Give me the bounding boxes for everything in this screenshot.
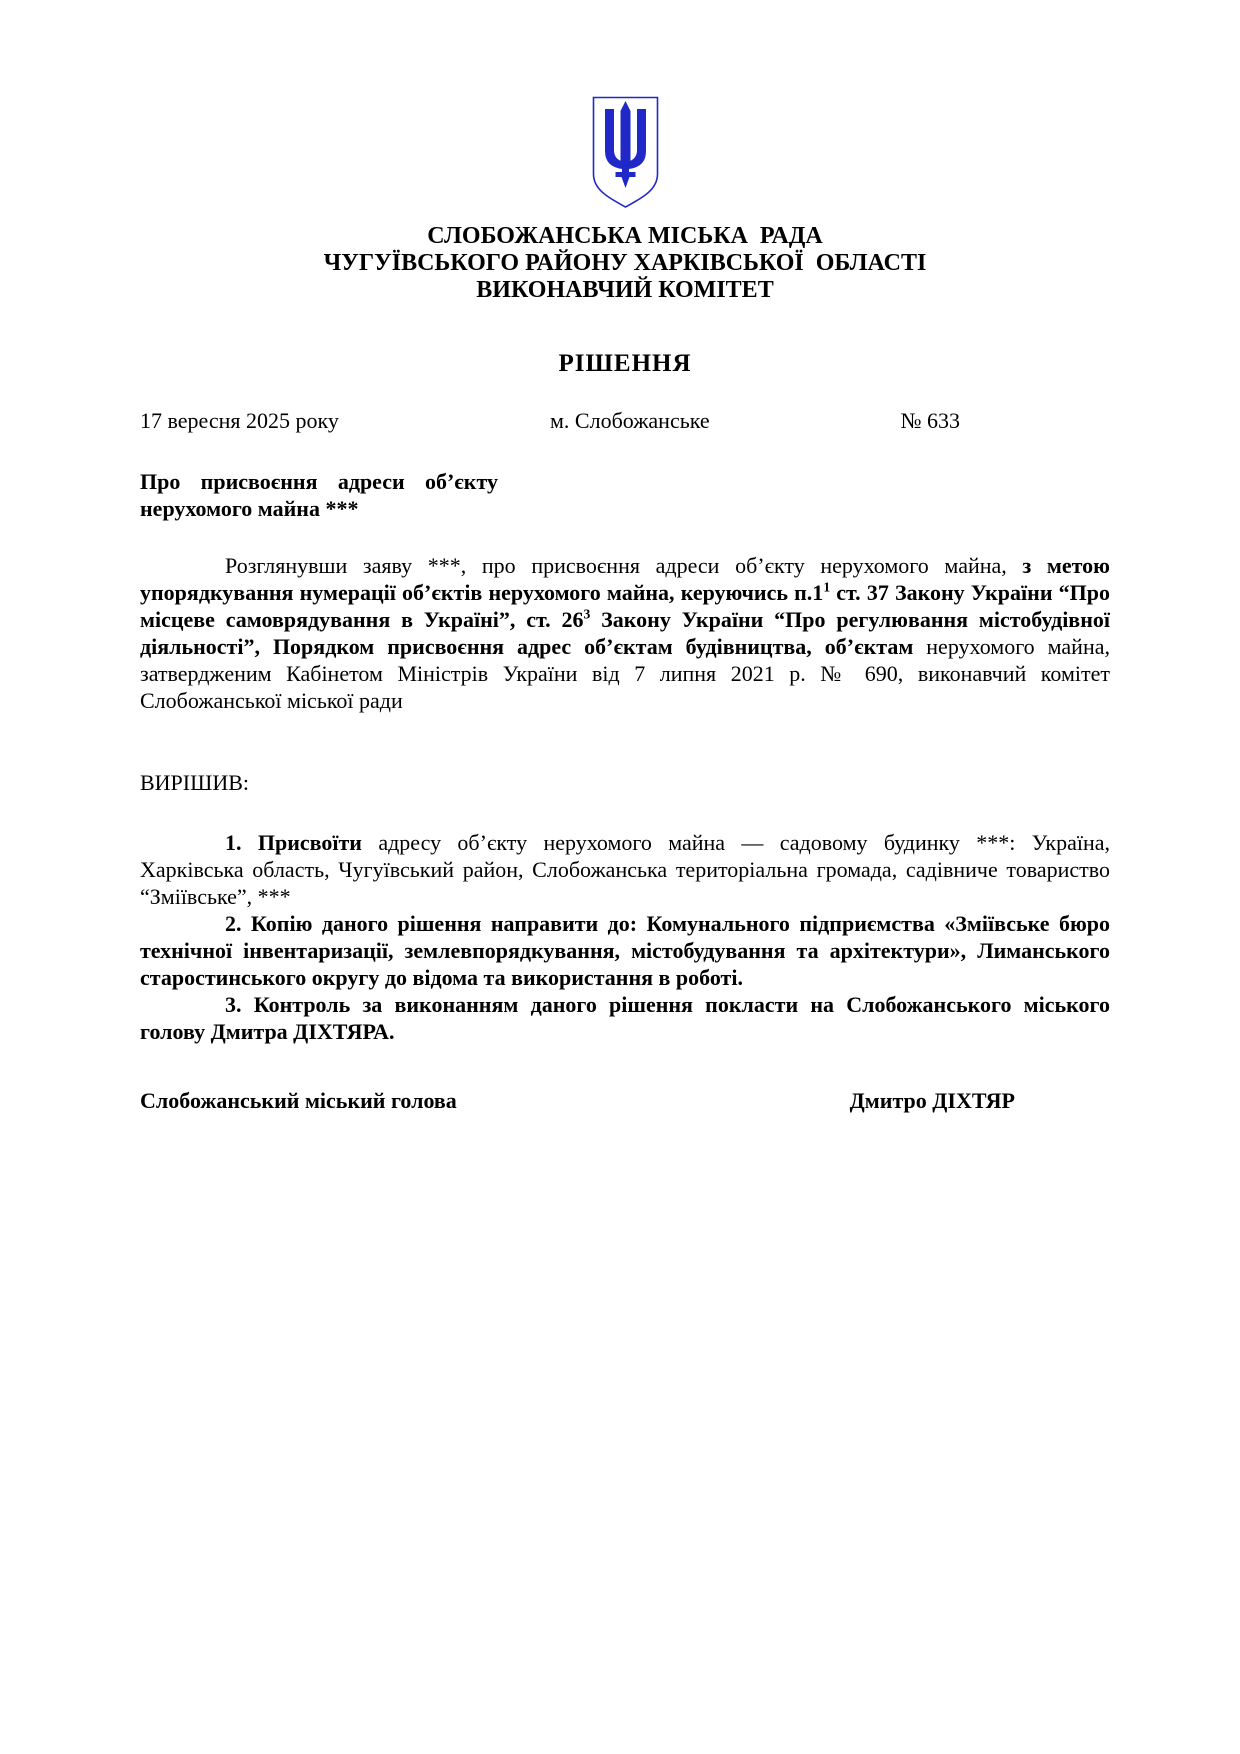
signature-name: Дмитро ДІХТЯР — [849, 1088, 1015, 1113]
subject-title — [140, 468, 498, 522]
resolved-label: ВИРІШИВ: — [140, 770, 249, 795]
intro-run-bold: з метою упорядкування нумерації об’єктів нерухомого майна, керуючись п.1 — [140, 553, 1110, 605]
document-number: № 633 — [900, 408, 960, 433]
document-place: м. Слобожанське — [550, 408, 710, 433]
decision-item-1 — [140, 829, 1110, 910]
document-date: 17 вересня 2025 року — [140, 408, 339, 433]
intro-superscript-1: 1 — [823, 579, 831, 595]
org-name-line1: СЛОБОЖАНСЬКА МІСЬКА РАДА — [427, 223, 823, 249]
decision-items — [140, 829, 1110, 1045]
decision-item-3: 3. Контроль за виконанням даного рішення покласти на Слобожанського міського голову Дмитра ДІХТЯРА. — [140, 992, 1110, 1044]
coat-of-arms — [140, 0, 1110, 215]
intro-run-bold-3: Закону України “Про регулювання містобудівної діяльності”, Порядком присвоєння адрес об’єктам будівництва, об’єктам — [140, 607, 1110, 659]
intro-run-regular: Розглянувши заяву ***, про присвоєння адреси об’єкту нерухомого майна, — [225, 553, 1023, 578]
dateline — [140, 407, 1110, 434]
signature-position: Слобожанський міський голова — [140, 1088, 457, 1113]
item1-body: адресу об’єкту нерухомого майна — садовому будинку ***: Україна, Харківська область, Чугуївський район, Слобожанська територіальна громада, садівниче товариство “Зміївське”, *** — [140, 830, 1110, 909]
signature-row — [140, 1087, 1110, 1114]
org-name-line3: ВИКОНАВЧИЙ КОМІТЕТ — [476, 277, 774, 303]
subject-line2: нерухомого майна *** — [140, 496, 359, 521]
intro-superscript-3: 3 — [583, 606, 591, 622]
org-name-line2: ЧУГУЇВСЬКОГО РАЙОНУ ХАРКІВСЬКОЇ ОБЛАСТІ — [323, 250, 927, 276]
subject-line1: Про присвоєння адреси об’єкту — [140, 469, 498, 494]
intro-paragraph — [140, 552, 1110, 714]
decision-item-2: 2. Копію даного рішення направити до: Комунального підприємства «Зміївське бюро технічної інвентаризації, землевпорядкування, містобудування та архітектури», Лиманського старостинського округу до відома та використання в роботі. — [140, 911, 1110, 990]
item1-lead-bold: 1. Присвоїти — [225, 830, 362, 855]
organization-header — [140, 223, 1110, 304]
intro-run-regular-2: нерухомого майна, затвердженим Кабінетом Міністрів України від 7 липня 2021 р. № 690, виконавчий комітет Слобожанської міської ради — [140, 634, 1110, 713]
trident-icon — [592, 96, 659, 209]
document-type-title: РІШЕННЯ — [558, 350, 692, 377]
intro-run-bold-2: ст. 37 Закону України “Про місцеве самоврядування в Україні”, ст. 26 — [140, 580, 1110, 632]
